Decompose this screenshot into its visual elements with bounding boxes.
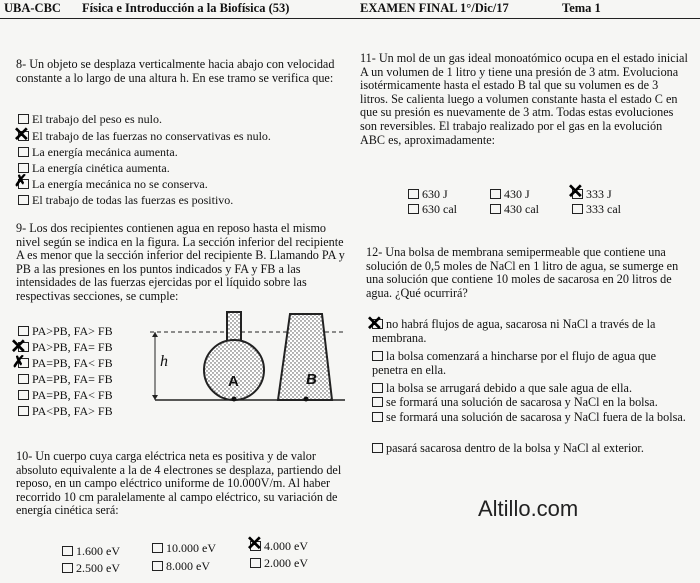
course-code: UBA-CBC: [4, 1, 61, 15]
container-b: [278, 314, 332, 400]
checkbox[interactable]: [250, 558, 261, 568]
container-b-label: B: [306, 371, 317, 388]
height-label: h: [160, 353, 168, 370]
checkbox[interactable]: [18, 195, 29, 205]
container-a-bulb: [204, 340, 264, 400]
checkbox[interactable]: [372, 397, 383, 407]
q12-option-5[interactable]: se formará una solución de sacarosa y NaCl fuera de la bolsa.: [372, 411, 688, 425]
question-11-text: 11- Un mol de un gas ideal monoatómico ocupa en el estado inicial A un volumen de 1 litro y tiene una presión de 3 atm. Evoluciona isotérmicamente hasta el estado B tal que su volumen es de 3 litros. Se calienta luego a volumen constante hasta el estado C en que su presión es nuevamente de 3 atm. Todas estas evoluciones son reversibles. El trabajo realizado por el gas en la evolución ABC es, aproximadamente:: [360, 51, 688, 147]
checkbox[interactable]: [18, 114, 29, 124]
question-12-text: 12- Una bolsa de membrana semipermeable que contiene una solución de 0,5 moles de NaCl en 1 litro de agua, se sumerge en una solución que contiene 10 moles de sacarosa en 20 litros de agua. ¿Qué ocurrirá?: [366, 245, 679, 300]
q9-option-1[interactable]: PA>PB, FA> FB: [18, 325, 113, 338]
q9-option-4[interactable]: PA=PB, FA= FB: [18, 373, 113, 386]
q11-answer-2[interactable]: 430 J: [490, 188, 530, 201]
q10-answer-1[interactable]: 1.600 eV: [62, 545, 120, 558]
checkbox[interactable]: [372, 443, 383, 453]
q12-option-3[interactable]: la bolsa se arrugará debido a que sale agua de ella.: [372, 382, 688, 396]
q9-option-5[interactable]: PA=PB, FA< FB: [18, 389, 113, 402]
checkbox[interactable]: [372, 383, 383, 393]
q12-option-4[interactable]: se formará una solución de sacarosa y NaCl en la bolsa.: [372, 396, 688, 410]
q12-option-6[interactable]: pasará sacarosa dentro de la bolsa y NaCl al exterior.: [372, 442, 688, 456]
checkbox[interactable]: [372, 351, 383, 361]
selected-cross-mark-icon: ✕: [10, 336, 27, 358]
watermark-text: Altillo.com: [478, 496, 579, 521]
checkbox[interactable]: [62, 546, 73, 556]
checkbox[interactable]: [490, 189, 501, 199]
q10-answer-2[interactable]: 10.000 eV: [152, 542, 216, 555]
question-10-text: 10- Un cuerpo cuya carga eléctrica neta es positiva y de valor absoluto equivalente a la de 4 electrones se desplaza, partiendo del reposo, en un campo eléctrico uniforme de 10.000V/m. Al haber recorrido 10 cm paralelamente al campo eléctrico, su variación de energía cinética será:: [16, 449, 342, 518]
q8-option-2[interactable]: El trabajo de las fuerzas no conservativas es nulo.: [18, 130, 271, 143]
selected-cross-mark-icon: ✕: [366, 313, 383, 335]
q9-option-3[interactable]: PA=PB, FA< FB: [18, 357, 113, 370]
q10-answer-5[interactable]: 8.000 eV: [152, 560, 210, 573]
checkbox[interactable]: [408, 204, 419, 214]
checkbox[interactable]: [18, 390, 29, 400]
q8-option-4[interactable]: La energía cinética aumenta.: [18, 162, 170, 175]
containers-figure: [150, 310, 350, 410]
question-9-text: 9- Los dos recipientes contienen agua en reposo hasta el mismo nivel según se indica en la figura. La sección inferior del recipiente A es menor que la sección inferior del recipiente B. Llamando PA y PB a las presiones en los puntos indicados y FA y FB a las intensidades de las fuerzas ejercidas por el líquido sobre las respectivas secciones, se cumple:: [16, 221, 345, 303]
q11-answer-6[interactable]: 333 cal: [572, 203, 621, 216]
checkbox[interactable]: [18, 374, 29, 384]
checkbox[interactable]: [408, 189, 419, 199]
checkbox[interactable]: [572, 204, 583, 214]
question-8-text: 8- Un objeto se desplaza verticalmente hacia abajo con velocidad constante a lo largo de una altura h. En ese tramo se verifica que:: [16, 57, 335, 85]
q11-answer-1[interactable]: 630 J: [408, 188, 448, 201]
exam-title: EXAMEN FINAL 1°/Dic/17: [360, 1, 509, 15]
q11-answer-5[interactable]: 430 cal: [490, 203, 539, 216]
checkbox[interactable]: [152, 543, 163, 553]
q9-option-6[interactable]: PA<PB, FA> FB: [18, 405, 113, 418]
selected-cross-mark-icon: ✕: [13, 124, 30, 146]
selected-cross-mark-icon: ✕: [246, 533, 263, 555]
checkbox[interactable]: [152, 561, 163, 571]
container-a-label: A: [228, 373, 239, 390]
q12-option-2[interactable]: la bolsa comenzará a hincharse por el flujo de agua que penetra en ella.: [372, 349, 657, 377]
q11-answer-3[interactable]: 333 J: [572, 188, 612, 201]
q12-option-1[interactable]: no habrá flujos de agua, sacarosa ni NaCl a través de la membrana.: [372, 317, 656, 345]
strike-mark-icon: ✗: [12, 354, 26, 371]
checkbox[interactable]: [490, 204, 501, 214]
exam-header: [0, 0, 700, 19]
checkbox[interactable]: [18, 163, 29, 173]
theme-label: Tema 1: [562, 1, 601, 15]
subject-title: Física e Introducción a la Biofísica (53): [82, 1, 290, 15]
checkbox[interactable]: [18, 406, 29, 416]
q10-answer-6[interactable]: 2.000 eV: [250, 557, 308, 570]
checkbox[interactable]: [18, 147, 29, 157]
checkbox[interactable]: [62, 563, 73, 573]
selected-cross-mark-icon: ✕: [567, 181, 584, 203]
q10-answer-4[interactable]: 2.500 eV: [62, 562, 120, 575]
q9-option-2[interactable]: PA>PB, FA= FB: [18, 341, 113, 354]
strike-mark-icon: ✗: [14, 173, 28, 190]
q8-option-3[interactable]: La energía mecánica aumenta.: [18, 146, 178, 159]
q11-answer-4[interactable]: 630 cal: [408, 203, 457, 216]
q8-option-1[interactable]: El trabajo del peso es nulo.: [18, 113, 162, 126]
checkbox[interactable]: [18, 326, 29, 336]
q8-option-6[interactable]: El trabajo de todas las fuerzas es positivo.: [18, 194, 233, 207]
q8-option-5[interactable]: La energía mecánica no se conserva.: [18, 178, 208, 191]
checkbox[interactable]: [372, 412, 383, 422]
q10-answer-3[interactable]: 4.000 eV: [250, 540, 308, 553]
